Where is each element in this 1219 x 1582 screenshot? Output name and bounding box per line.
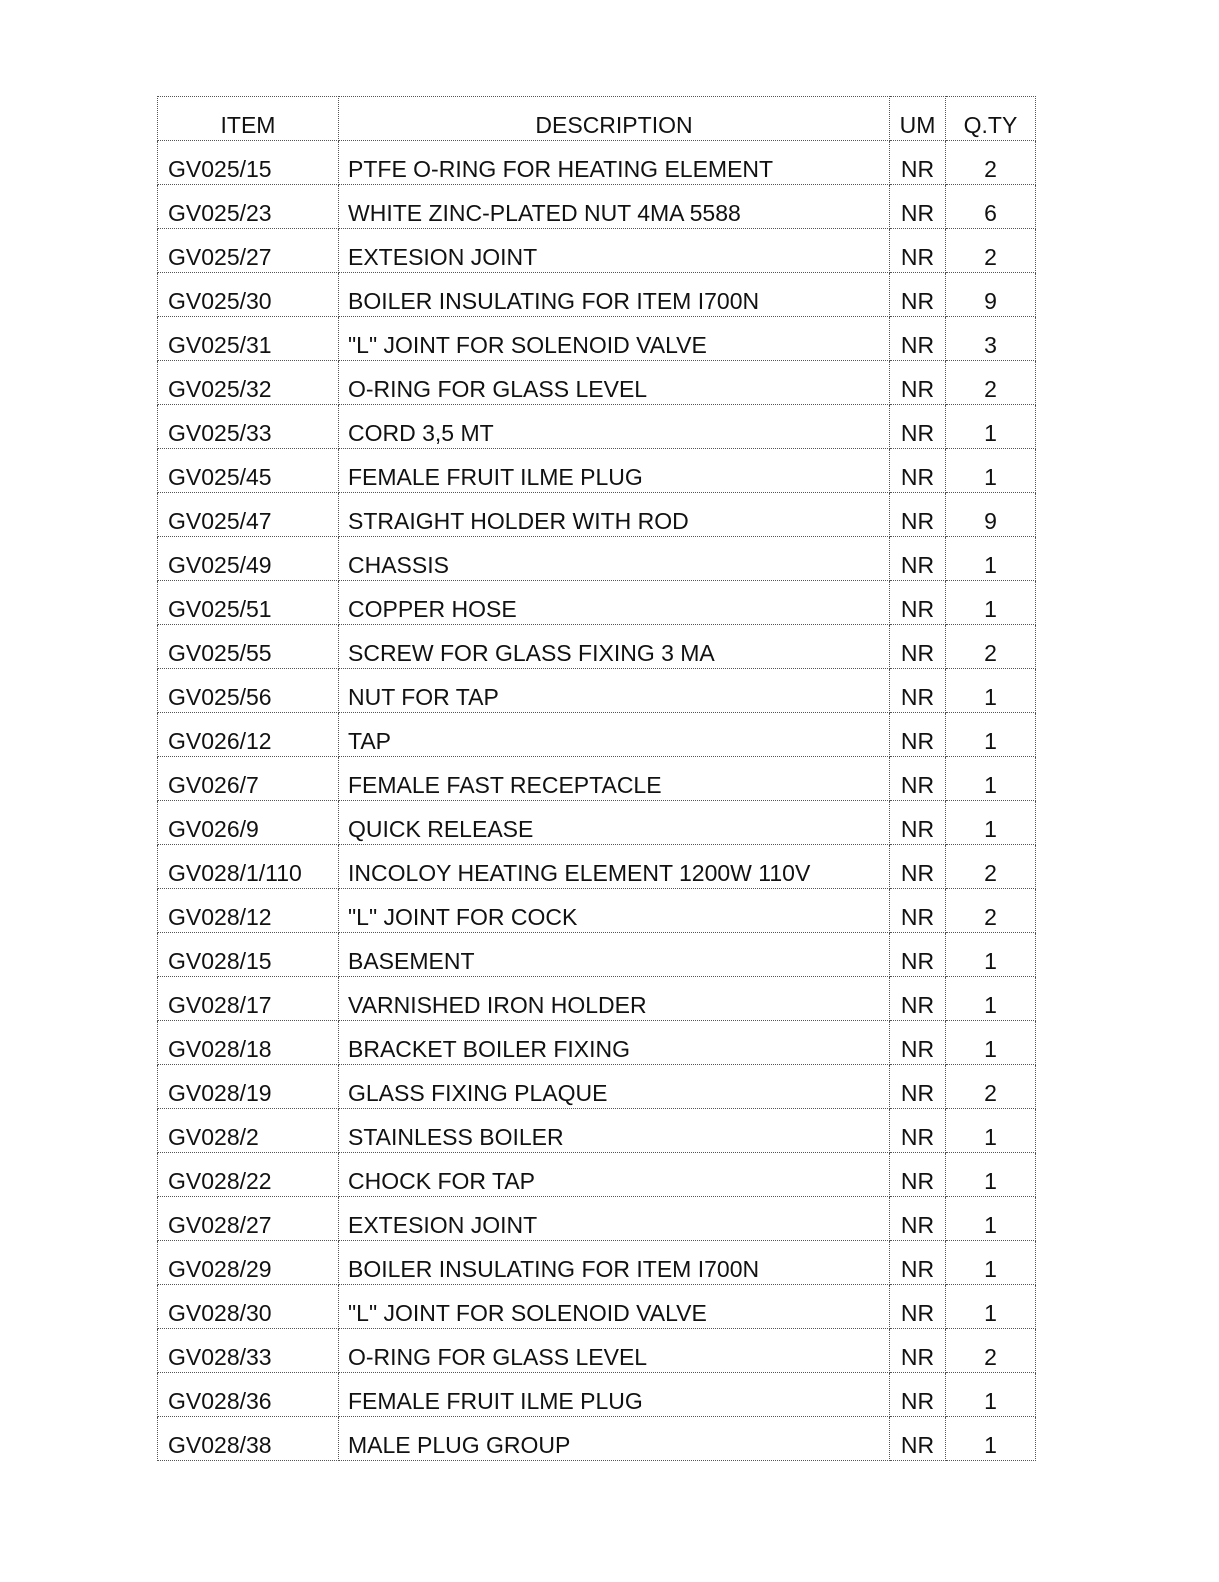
cell-description: EXTESION JOINT (339, 1197, 890, 1241)
cell-item: GV026/7 (158, 757, 339, 801)
table-row (158, 361, 1036, 405)
cell-item: GV025/33 (158, 405, 339, 449)
cell-um: NR (890, 185, 946, 229)
table-row (158, 141, 1036, 185)
cell-description: TAP (339, 713, 890, 757)
table-row (158, 581, 1036, 625)
table-row (158, 1153, 1036, 1197)
cell-description: GLASS FIXING PLAQUE (339, 1065, 890, 1109)
cell-description: BRACKET BOILER FIXING (339, 1021, 890, 1065)
cell-description: "L" JOINT FOR SOLENOID VALVE (339, 317, 890, 361)
cell-qty: 1 (946, 669, 1036, 713)
document-page (157, 96, 1035, 1461)
cell-description: "L" JOINT FOR SOLENOID VALVE (339, 1285, 890, 1329)
cell-um: NR (890, 801, 946, 845)
cell-description: NUT FOR TAP (339, 669, 890, 713)
cell-um: NR (890, 1153, 946, 1197)
cell-um: NR (890, 405, 946, 449)
cell-um: NR (890, 1109, 946, 1153)
table-row (158, 801, 1036, 845)
cell-description: FEMALE FRUIT ILME PLUG (339, 449, 890, 493)
table-row (158, 1197, 1036, 1241)
cell-qty: 1 (946, 713, 1036, 757)
cell-item: GV025/15 (158, 141, 339, 185)
cell-description: CHASSIS (339, 537, 890, 581)
cell-description: "L" JOINT FOR COCK (339, 889, 890, 933)
cell-item: GV026/12 (158, 713, 339, 757)
cell-description: O-RING FOR GLASS LEVEL (339, 1329, 890, 1373)
cell-um: NR (890, 493, 946, 537)
cell-description: MALE PLUG GROUP (339, 1417, 890, 1461)
cell-description: STRAIGHT HOLDER WITH ROD (339, 493, 890, 537)
cell-um: NR (890, 229, 946, 273)
cell-item: GV025/31 (158, 317, 339, 361)
table-row (158, 1285, 1036, 1329)
cell-um: NR (890, 1241, 946, 1285)
cell-qty: 9 (946, 493, 1036, 537)
cell-item: GV026/9 (158, 801, 339, 845)
cell-qty: 1 (946, 1285, 1036, 1329)
cell-qty: 1 (946, 1241, 1036, 1285)
cell-description: BOILER INSULATING FOR ITEM I700N (339, 273, 890, 317)
cell-qty: 2 (946, 625, 1036, 669)
cell-um: NR (890, 1417, 946, 1461)
cell-description: COPPER HOSE (339, 581, 890, 625)
cell-item: GV028/2 (158, 1109, 339, 1153)
cell-qty: 2 (946, 1065, 1036, 1109)
cell-description: FEMALE FAST RECEPTACLE (339, 757, 890, 801)
cell-qty: 9 (946, 273, 1036, 317)
cell-qty: 1 (946, 1417, 1036, 1461)
cell-um: NR (890, 1065, 946, 1109)
cell-qty: 2 (946, 1329, 1036, 1373)
cell-qty: 3 (946, 317, 1036, 361)
cell-item: GV028/29 (158, 1241, 339, 1285)
table-row (158, 845, 1036, 889)
cell-item: GV028/22 (158, 1153, 339, 1197)
table-row (158, 757, 1036, 801)
cell-item: GV028/18 (158, 1021, 339, 1065)
cell-qty: 1 (946, 757, 1036, 801)
table-row (158, 185, 1036, 229)
cell-item: GV025/56 (158, 669, 339, 713)
cell-qty: 1 (946, 1021, 1036, 1065)
cell-um: NR (890, 581, 946, 625)
cell-um: NR (890, 449, 946, 493)
cell-item: GV025/32 (158, 361, 339, 405)
cell-item: GV028/1/110 (158, 845, 339, 889)
cell-qty: 1 (946, 581, 1036, 625)
cell-um: NR (890, 713, 946, 757)
cell-item: GV028/19 (158, 1065, 339, 1109)
table-row (158, 317, 1036, 361)
cell-um: NR (890, 757, 946, 801)
header-row (158, 97, 1036, 141)
cell-qty: 2 (946, 229, 1036, 273)
cell-qty: 2 (946, 889, 1036, 933)
table-row (158, 493, 1036, 537)
cell-item: GV028/30 (158, 1285, 339, 1329)
table-row (158, 1021, 1036, 1065)
cell-item: GV028/38 (158, 1417, 339, 1461)
table-row (158, 1065, 1036, 1109)
table-row (158, 669, 1036, 713)
parts-table (157, 96, 1036, 1461)
table-row (158, 977, 1036, 1021)
table-row (158, 405, 1036, 449)
cell-item: GV028/17 (158, 977, 339, 1021)
cell-item: GV025/30 (158, 273, 339, 317)
cell-description: SCREW FOR GLASS FIXING 3 MA (339, 625, 890, 669)
cell-description: CHOCK FOR TAP (339, 1153, 890, 1197)
table-row (158, 1241, 1036, 1285)
cell-item: GV025/45 (158, 449, 339, 493)
cell-um: NR (890, 1197, 946, 1241)
cell-qty: 2 (946, 845, 1036, 889)
table-row (158, 1109, 1036, 1153)
cell-um: NR (890, 845, 946, 889)
cell-description: PTFE O-RING FOR HEATING ELEMENT (339, 141, 890, 185)
cell-qty: 1 (946, 537, 1036, 581)
cell-description: BASEMENT (339, 933, 890, 977)
cell-item: GV028/12 (158, 889, 339, 933)
table-header (158, 97, 1036, 141)
cell-um: NR (890, 933, 946, 977)
table-row (158, 1373, 1036, 1417)
cell-um: NR (890, 1373, 946, 1417)
cell-item: GV025/47 (158, 493, 339, 537)
cell-um: NR (890, 1285, 946, 1329)
cell-qty: 1 (946, 1109, 1036, 1153)
header-um: UM (890, 97, 946, 141)
cell-um: NR (890, 1021, 946, 1065)
cell-description: EXTESION JOINT (339, 229, 890, 273)
table-row (158, 449, 1036, 493)
header-description: DESCRIPTION (339, 97, 890, 141)
cell-um: NR (890, 669, 946, 713)
cell-qty: 1 (946, 1153, 1036, 1197)
cell-description: INCOLOY HEATING ELEMENT 1200W 110V (339, 845, 890, 889)
cell-qty: 2 (946, 361, 1036, 405)
cell-qty: 2 (946, 141, 1036, 185)
cell-qty: 1 (946, 449, 1036, 493)
cell-qty: 1 (946, 405, 1036, 449)
cell-description: BOILER INSULATING FOR ITEM I700N (339, 1241, 890, 1285)
cell-qty: 1 (946, 1197, 1036, 1241)
table-row (158, 713, 1036, 757)
cell-description: STAINLESS BOILER (339, 1109, 890, 1153)
header-item: ITEM (158, 97, 339, 141)
cell-item: GV025/27 (158, 229, 339, 273)
cell-item: GV028/36 (158, 1373, 339, 1417)
cell-um: NR (890, 889, 946, 933)
cell-qty: 1 (946, 977, 1036, 1021)
table-body (158, 141, 1036, 1461)
cell-qty: 1 (946, 801, 1036, 845)
cell-um: NR (890, 1329, 946, 1373)
table-row (158, 273, 1036, 317)
cell-item: GV025/23 (158, 185, 339, 229)
cell-description: FEMALE FRUIT ILME PLUG (339, 1373, 890, 1417)
cell-qty: 6 (946, 185, 1036, 229)
cell-um: NR (890, 317, 946, 361)
table-row (158, 1417, 1036, 1461)
cell-um: NR (890, 141, 946, 185)
cell-um: NR (890, 273, 946, 317)
table-row (158, 933, 1036, 977)
table-row (158, 889, 1036, 933)
cell-item: GV025/51 (158, 581, 339, 625)
cell-item: GV028/27 (158, 1197, 339, 1241)
cell-um: NR (890, 361, 946, 405)
cell-um: NR (890, 977, 946, 1021)
table-row (158, 625, 1036, 669)
table-row (158, 537, 1036, 581)
table-row (158, 229, 1036, 273)
cell-description: VARNISHED IRON HOLDER (339, 977, 890, 1021)
cell-description: O-RING FOR GLASS LEVEL (339, 361, 890, 405)
table-row (158, 1329, 1036, 1373)
cell-item: GV025/55 (158, 625, 339, 669)
cell-um: NR (890, 537, 946, 581)
cell-description: QUICK RELEASE (339, 801, 890, 845)
cell-qty: 1 (946, 933, 1036, 977)
cell-description: CORD 3,5 MT (339, 405, 890, 449)
cell-item: GV028/33 (158, 1329, 339, 1373)
cell-um: NR (890, 625, 946, 669)
cell-item: GV025/49 (158, 537, 339, 581)
header-qty: Q.TY (946, 97, 1036, 141)
cell-item: GV028/15 (158, 933, 339, 977)
cell-description: WHITE ZINC-PLATED NUT 4MA 5588 (339, 185, 890, 229)
cell-qty: 1 (946, 1373, 1036, 1417)
